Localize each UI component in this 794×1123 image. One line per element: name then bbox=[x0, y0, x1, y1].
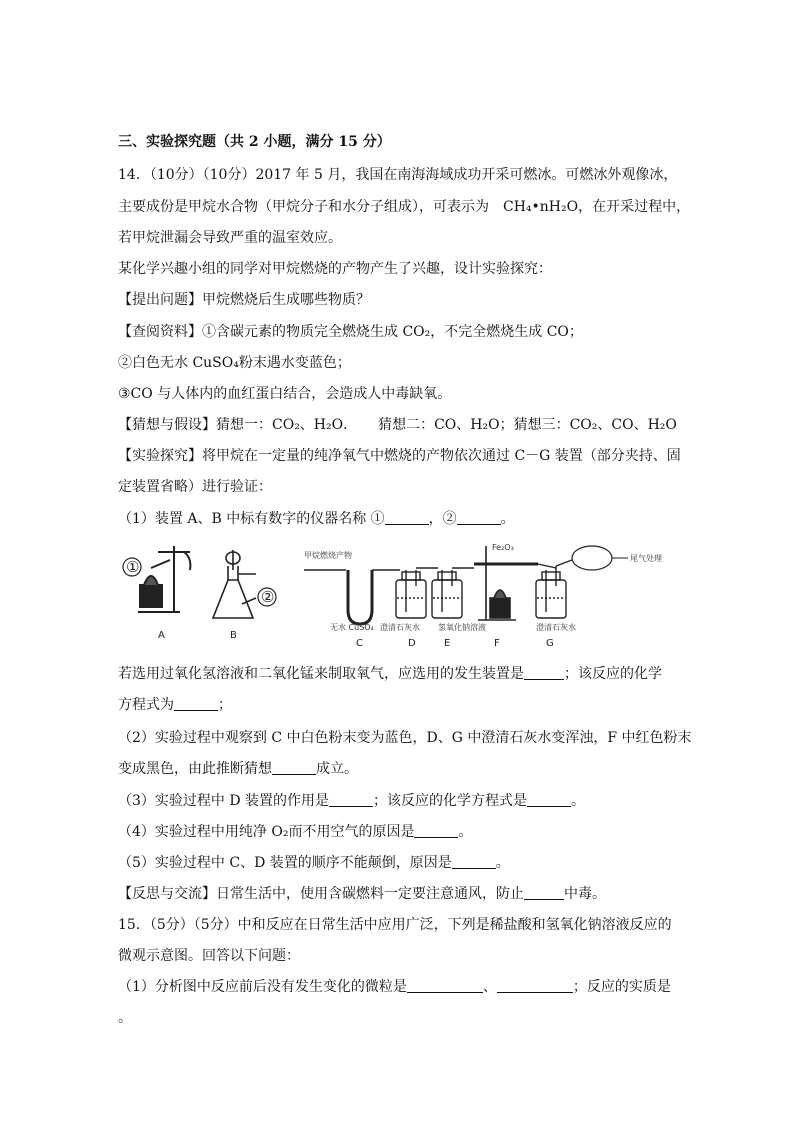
apparatus-e-bottle bbox=[432, 570, 462, 618]
answer-blank-order-reason[interactable] bbox=[452, 854, 496, 869]
section-title: 三、实验探究题（共 2 小题，满分 15 分） bbox=[118, 134, 391, 150]
q14-sub5-text: （5）实验过程中 C、D 装置的顺序不能颠倒，原因是 bbox=[118, 855, 452, 871]
q14-sub3-line bbox=[118, 791, 585, 811]
q14-group-line: 某化学兴趣小组的同学对甲烷燃烧的产物产生了兴趣，设计实验探究： bbox=[118, 261, 552, 277]
q14-intro-line1: 14．（10分）（10分）2017 年 5 月，我国在南海海域成功开采可燃冰。可燃冰外观像冰， bbox=[118, 167, 678, 183]
label-a: A bbox=[158, 630, 165, 641]
q14-sub2-line1: （2）实验过程中观察到 C 中白色粉末变为蓝色，D、G 中澄清石灰水变浑浊，F 中红色粉末 bbox=[118, 730, 692, 746]
q14-hypothesis-line: 【猜想与假设】猜想一：CO₂、H₂O． 猜想二：CO、H₂O；猜想三：CO₂、CO、H₂O bbox=[118, 417, 677, 433]
q14-generator-text: 若选用过氧化氢溶液和二氧化锰来制取氧气，应选用的发生装置是 bbox=[118, 666, 524, 682]
q14-intro-line3: 若甲烷泄漏会导致严重的温室效应。 bbox=[118, 230, 342, 246]
q14-info-line2: ②白色无水 CuSO₄粉末遇水变蓝色； bbox=[118, 355, 351, 371]
q14-info-line1: 【查阅资料】①含碳元素的物质完全燃烧生成 CO₂，不完全燃烧生成 CO； bbox=[118, 324, 583, 340]
q14-equation-end: ； bbox=[218, 697, 232, 713]
q14-sub3-end: 。 bbox=[571, 793, 586, 809]
answer-blank-instrument-2[interactable] bbox=[457, 510, 501, 525]
apparatus-figure bbox=[118, 540, 678, 652]
tail-balloon bbox=[572, 546, 612, 570]
q14-equation-text: 方程式为 bbox=[118, 697, 174, 713]
tail-label: 尾气处理 bbox=[630, 554, 662, 563]
answer-blank-pure-oxygen[interactable] bbox=[414, 823, 458, 838]
f-top-label: Fe₂O₃ bbox=[492, 543, 514, 552]
label-d: D bbox=[408, 638, 416, 649]
q15-sub1-sep: 、 bbox=[482, 979, 497, 995]
answer-blank-instrument-1[interactable] bbox=[385, 510, 429, 525]
e-reagent-label: 氢氧化钠溶液 bbox=[438, 623, 486, 632]
label-c: C bbox=[356, 638, 363, 649]
label-g: G bbox=[546, 638, 554, 649]
answer-blank-particle-2[interactable] bbox=[497, 978, 573, 993]
q15-line1: 15．（5分）（5分）中和反应在日常生活中应用广泛，下列是稀盐酸和氢氧化钠溶液反应的 bbox=[118, 917, 672, 933]
q14-sub1-text: （1）装置 A、B 中标有数字的仪器名称 ① bbox=[118, 511, 385, 527]
label-f: F bbox=[494, 638, 500, 649]
q14-sub3-text: （3）实验过程中 D 装置的作用是 bbox=[118, 793, 330, 809]
label-e: E bbox=[444, 638, 451, 649]
g-reagent-label: 澄清石灰水 bbox=[536, 623, 576, 632]
d-reagent-label: 澄清石灰水 bbox=[380, 623, 420, 632]
q14-sub2-end: 成立。 bbox=[316, 761, 358, 777]
q14-sub3-text-b: ；该反应的化学方程式是 bbox=[373, 793, 528, 809]
q14-sub2-line2 bbox=[118, 759, 358, 779]
q14-sub1-end: 。 bbox=[500, 511, 515, 527]
q14-reflect-end: 中毒。 bbox=[564, 886, 606, 902]
c-reagent-label: 无水 CuSO₄ bbox=[330, 623, 374, 632]
q15-sub1-text: （1）分析图中反应前后没有发生变化的微粒是 bbox=[118, 979, 407, 995]
q15-sub1-text-b: ；反应的实质是 bbox=[572, 979, 671, 995]
q14-sub2-text: 变成黑色，由此推断猜想 bbox=[118, 761, 272, 777]
q14-sub4-text: （4）实验过程中用纯净 O₂而不用空气的原因是 bbox=[118, 824, 415, 840]
label-b: B bbox=[230, 630, 237, 641]
q14-equation-line bbox=[118, 695, 232, 715]
q14-generator-text-b: ；该反应的化学 bbox=[564, 666, 662, 682]
answer-blank-generator[interactable] bbox=[524, 665, 564, 680]
answer-blank-hypothesis[interactable] bbox=[272, 760, 316, 775]
q14-generator-line bbox=[118, 664, 662, 684]
q14-intro-line2-text: 主要成份是甲烷水合物（甲烷分子和水分子组成），可表示为 bbox=[118, 199, 489, 215]
apparatus-c-u-tube bbox=[348, 570, 372, 624]
tube-f-g bbox=[538, 564, 556, 568]
q14-explore-line2: 定装置省略）进行验证： bbox=[118, 479, 272, 495]
callout-number-2: ② bbox=[261, 588, 275, 606]
apparatus-a bbox=[138, 546, 190, 612]
q14-reflect-line bbox=[118, 884, 606, 904]
q14-sub4-line bbox=[118, 822, 472, 842]
apparatus-b bbox=[213, 550, 256, 618]
answer-blank-d-equation[interactable] bbox=[527, 792, 571, 807]
q14-info-line3: ③CO 与人体内的血红蛋白结合，会造成人中毒缺氧。 bbox=[118, 386, 452, 402]
answer-blank-particle-1[interactable] bbox=[407, 978, 483, 993]
q15-sub1-line bbox=[118, 977, 671, 997]
q14-sub4-end: 。 bbox=[458, 824, 473, 840]
q14-sub5-end: 。 bbox=[495, 855, 510, 871]
q14-sub1-sep: ，② bbox=[428, 511, 457, 527]
q14-question-line: 【提出问题】甲烷燃烧后生成哪些物质？ bbox=[118, 292, 370, 308]
apparatus-g-bottle bbox=[536, 566, 566, 618]
q14-sub5-line bbox=[118, 853, 510, 873]
q14-explore-line1: 【实验探究】将甲烷在一定量的纯净氧气中燃烧的产物依次通过 C－G 装置（部分夹持、固 bbox=[118, 448, 681, 464]
q15-sub1-end-line: 。 bbox=[118, 1010, 132, 1026]
q14-sub1-line bbox=[118, 509, 515, 529]
q14-reflect-text: 【反思与交流】日常生活中，使用含碳燃料一定要注意通风，防止 bbox=[118, 886, 524, 902]
apparatus-d-bottle bbox=[396, 570, 426, 618]
methane-hydrate-formula: CH₄•nH₂O，在开采过程中， bbox=[503, 199, 691, 215]
q14-intro-line2 bbox=[118, 197, 690, 217]
apparatus-f-heater bbox=[474, 546, 538, 620]
product-label: 甲烷燃烧产物 bbox=[304, 551, 352, 560]
answer-blank-poisoning[interactable] bbox=[524, 885, 564, 900]
tube-g-out bbox=[556, 560, 572, 566]
q15-line2: 微观示意图。回答以下问题： bbox=[118, 948, 300, 964]
answer-blank-equation[interactable] bbox=[174, 696, 218, 711]
callout-number-1: ① bbox=[126, 558, 140, 576]
answer-blank-d-function[interactable] bbox=[329, 792, 373, 807]
